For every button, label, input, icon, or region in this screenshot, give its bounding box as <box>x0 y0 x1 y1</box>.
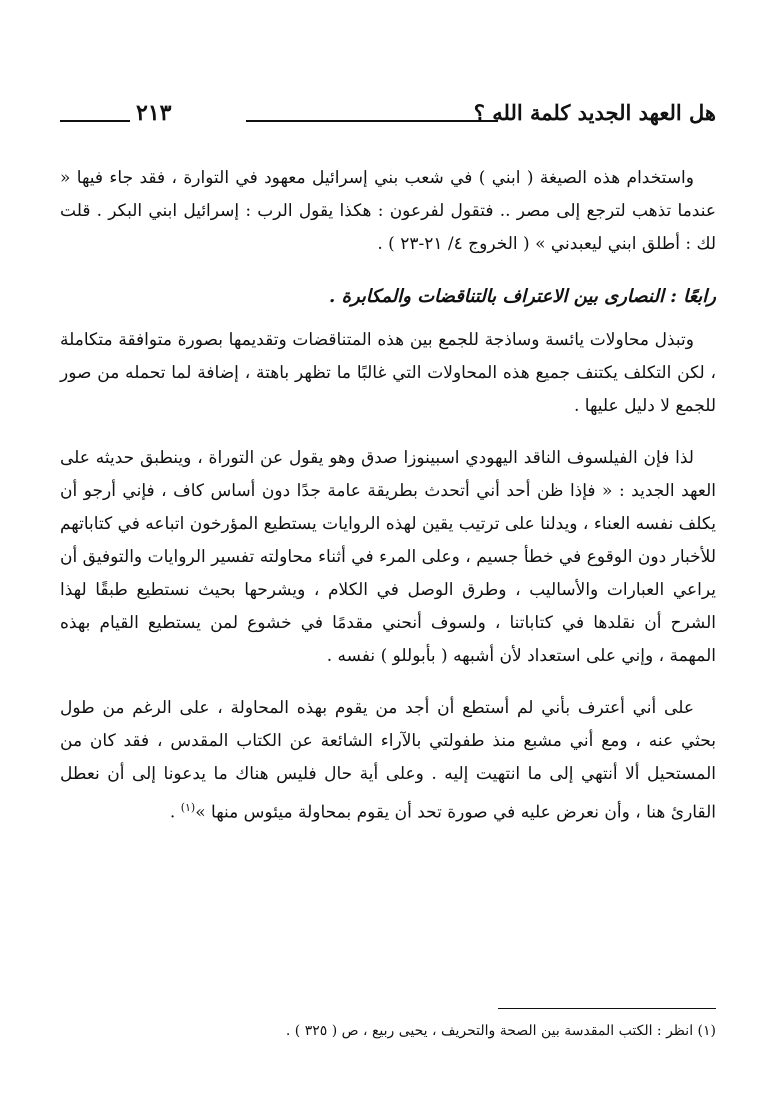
paragraph-4-text: على أني أعترف بأني لم أستطع أن أجد من يقوم بهذه المحاولة ، على الرغم من طول بحثي عنه ، ومع أني مشبع منذ طفولتي بالآراء الشائعة عن الكتاب المقدس ، فقد كان من المستحيل ألا أنتهي إلى ما انتهيت إليه . وعلى أية حال فليس هناك ما يدعونا إلى أن نعطل القارئ هنا ، وأن نعرض عليه في صورة تحد أن يقوم بمحاولة ميئوس منها » <box>60 698 716 823</box>
main-text <box>60 162 716 849</box>
footnote: (١) انظر : الكتب المقدسة بين الصحة والتحريف ، يحيى ربيع ، ص ( ٣٢٥ ) . <box>285 1023 716 1039</box>
paragraph-1: واستخدام هذه الصيغة ( ابني ) في شعب بني إسرائيل معهود في التوارة ، فقد جاء فيها « عندما تذهب لترجع إلى مصر .. فتقول لفرعون : هكذا يقول الرب : إسرائيل ابني البكر . قلت لك : أطلق ابني ليعبدني » ( الخروج ٤/ ٢١-٢٣ ) . <box>60 168 716 254</box>
book-title: هل العهد الجديد كلمة الله ؟ <box>473 100 716 125</box>
header-rule-left <box>60 120 130 122</box>
footnote-reference: (١) <box>180 801 196 814</box>
footnote-separator <box>498 1008 716 1009</box>
paragraph-3: لذا فإن الفيلسوف الناقد اليهودي اسبينوزا صدق وهو يقول عن التوراة ، وينطبق حديثه على العهد الجديد : « فإذا ظن أحد أني أتحدث بطريقة عامة جدًا دون أساس كاف ، فإني أرجو أن يكلف نفسه العناء ، ويدلنا على ترتيب يقين لهذه الروايات يستطيع المؤرخون اتباعه في كتاباتهم للأخبار دون الوقوع في خطأ جسيم ، وعلى المرء في أثناء محاولته تفسير الروايات والتوفيق أن يراعي العبارات والأساليب ، وطرق الوصل في الكلام ، ويشرحها بحيث نستطيع طبقًا لهذا الشرح أن نقلدها في كتاباتنا ، ولسوف أنحني مقدمًا في خشوع لمن يستطيع القيام بهذه المهمة ، وإني على استعداد لأن أشبهه ( بأبوللو ) نفسه . <box>59 448 716 666</box>
paragraph-4 <box>60 692 716 830</box>
header-rule-middle <box>246 120 498 122</box>
paragraph-2: وتبذل محاولات يائسة وساذجة للجمع بين هذه المتناقضات وتقديمها بصورة متوافقة متكاملة ، لكن التكلف يكتنف جميع هذه المحاولات التي غالبًا ما تظهر باهتة ، إضافة لما تحمله من صور للجمع لا دليل عليها . <box>60 330 716 416</box>
paragraph-4-end: . <box>169 802 181 823</box>
page-number: ٢١٣ <box>136 100 172 126</box>
section-heading: رابعًا : النصارى بين الاعتراف بالتناقضات والمكابرة . <box>329 286 716 307</box>
running-header <box>60 100 716 134</box>
